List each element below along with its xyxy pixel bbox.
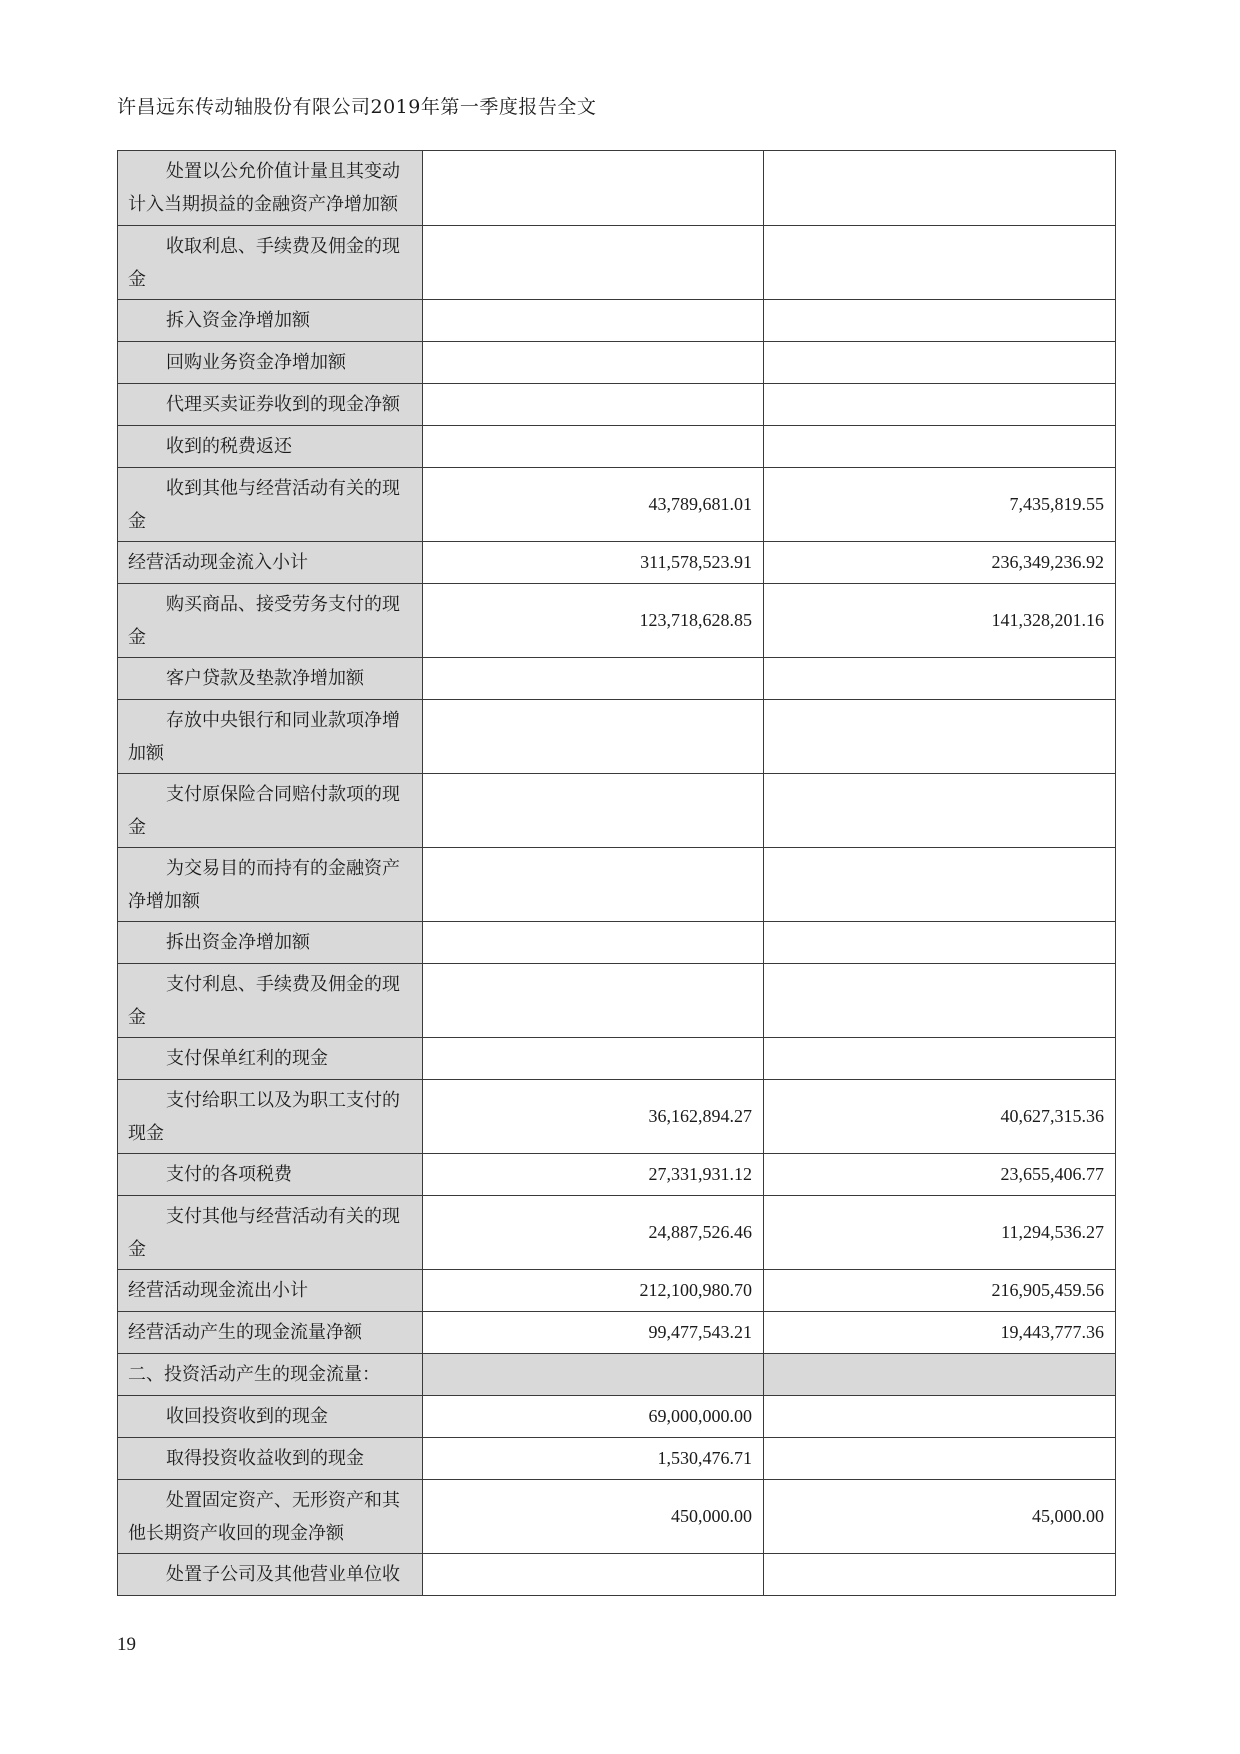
row-label: 处置以公允价值计量且其变动计入当期损益的金融资产净增加额 — [118, 151, 423, 226]
current-period-value — [423, 300, 764, 342]
table-row — [118, 848, 1116, 922]
current-period-value — [423, 426, 764, 468]
previous-period-value — [764, 226, 1116, 300]
table-row — [118, 1038, 1116, 1080]
current-period-value — [423, 964, 764, 1038]
current-period-value — [423, 1038, 764, 1080]
row-label: 回购业务资金净增加额 — [118, 342, 423, 384]
table-row — [118, 1396, 1116, 1438]
table-row — [118, 1554, 1116, 1596]
row-label: 取得投资收益收到的现金 — [118, 1438, 423, 1480]
table-row — [118, 384, 1116, 426]
table-row — [118, 922, 1116, 964]
row-label: 拆入资金净增加额 — [118, 300, 423, 342]
current-period-value: 99,477,543.21 — [423, 1312, 764, 1354]
row-label: 支付的各项税费 — [118, 1154, 423, 1196]
table-row — [118, 151, 1116, 226]
previous-period-value — [764, 426, 1116, 468]
row-label: 存放中央银行和同业款项净增加额 — [118, 700, 423, 774]
previous-period-value — [764, 151, 1116, 226]
table-row — [118, 1480, 1116, 1554]
current-period-value — [423, 658, 764, 700]
cash-flow-table — [117, 150, 1116, 1596]
row-label: 支付原保险合同赔付款项的现金 — [118, 774, 423, 848]
row-label: 拆出资金净增加额 — [118, 922, 423, 964]
table-row — [118, 300, 1116, 342]
row-label: 购买商品、接受劳务支付的现金 — [118, 584, 423, 658]
row-label: 处置子公司及其他营业单位收 — [118, 1554, 423, 1596]
previous-period-value: 236,349,236.92 — [764, 542, 1116, 584]
table-row — [118, 342, 1116, 384]
current-period-value: 1,530,476.71 — [423, 1438, 764, 1480]
previous-period-value — [764, 384, 1116, 426]
current-period-value: 69,000,000.00 — [423, 1396, 764, 1438]
previous-period-value: 141,328,201.16 — [764, 584, 1116, 658]
previous-period-value: 7,435,819.55 — [764, 468, 1116, 542]
row-label: 支付保单红利的现金 — [118, 1038, 423, 1080]
row-label: 经营活动产生的现金流量净额 — [118, 1312, 423, 1354]
row-label: 支付利息、手续费及佣金的现金 — [118, 964, 423, 1038]
current-period-value: 36,162,894.27 — [423, 1080, 764, 1154]
current-period-value: 27,331,931.12 — [423, 1154, 764, 1196]
previous-period-value — [764, 658, 1116, 700]
row-label: 支付给职工以及为职工支付的现金 — [118, 1080, 423, 1154]
current-period-value: 43,789,681.01 — [423, 468, 764, 542]
current-period-value — [423, 922, 764, 964]
table-row — [118, 1154, 1116, 1196]
cash-flow-table-body — [118, 151, 1116, 1596]
previous-period-value — [764, 848, 1116, 922]
table-row — [118, 1196, 1116, 1270]
current-period-value — [423, 226, 764, 300]
current-period-value: 123,718,628.85 — [423, 584, 764, 658]
previous-period-value — [764, 964, 1116, 1038]
table-row — [118, 542, 1116, 584]
row-label: 收到的税费返还 — [118, 426, 423, 468]
table-row — [118, 1270, 1116, 1312]
current-period-value: 24,887,526.46 — [423, 1196, 764, 1270]
previous-period-value — [764, 300, 1116, 342]
previous-period-value — [764, 774, 1116, 848]
current-period-value — [423, 774, 764, 848]
current-period-value: 311,578,523.91 — [423, 542, 764, 584]
row-label: 客户贷款及垫款净增加额 — [118, 658, 423, 700]
table-row — [118, 658, 1116, 700]
table-row — [118, 226, 1116, 300]
row-label: 为交易目的而持有的金融资产净增加额 — [118, 848, 423, 922]
previous-period-value: 40,627,315.36 — [764, 1080, 1116, 1154]
previous-period-value — [764, 1038, 1116, 1080]
previous-period-value — [764, 1396, 1116, 1438]
current-period-value — [423, 151, 764, 226]
previous-period-value — [764, 700, 1116, 774]
row-label: 收到其他与经营活动有关的现金 — [118, 468, 423, 542]
table-row — [118, 1080, 1116, 1154]
page-header-title: 许昌远东传动轴股份有限公司2019年第一季度报告全文 — [117, 96, 597, 118]
page-number: 19 — [117, 1634, 136, 1655]
table-row — [118, 774, 1116, 848]
table-row — [118, 700, 1116, 774]
row-label: 二、投资活动产生的现金流量： — [118, 1354, 423, 1396]
current-period-value — [423, 342, 764, 384]
current-period-value — [423, 1554, 764, 1596]
current-period-value — [423, 848, 764, 922]
previous-period-value: 216,905,459.56 — [764, 1270, 1116, 1312]
row-label: 代理买卖证券收到的现金净额 — [118, 384, 423, 426]
current-period-value: 450,000.00 — [423, 1480, 764, 1554]
previous-period-value — [764, 1554, 1116, 1596]
row-label: 处置固定资产、无形资产和其他长期资产收回的现金净额 — [118, 1480, 423, 1554]
previous-period-value: 19,443,777.36 — [764, 1312, 1116, 1354]
current-period-value: 212,100,980.70 — [423, 1270, 764, 1312]
row-label: 经营活动现金流出小计 — [118, 1270, 423, 1312]
previous-period-value — [764, 1354, 1116, 1396]
previous-period-value — [764, 342, 1116, 384]
previous-period-value: 45,000.00 — [764, 1480, 1116, 1554]
row-label: 收回投资收到的现金 — [118, 1396, 423, 1438]
table-row — [118, 426, 1116, 468]
current-period-value — [423, 384, 764, 426]
previous-period-value — [764, 1438, 1116, 1480]
current-period-value — [423, 1354, 764, 1396]
table-row — [118, 1438, 1116, 1480]
table-row — [118, 468, 1116, 542]
table-row — [118, 584, 1116, 658]
row-label: 经营活动现金流入小计 — [118, 542, 423, 584]
previous-period-value — [764, 922, 1116, 964]
table-row — [118, 1312, 1116, 1354]
section-header-row — [118, 1354, 1116, 1396]
previous-period-value: 11,294,536.27 — [764, 1196, 1116, 1270]
previous-period-value: 23,655,406.77 — [764, 1154, 1116, 1196]
row-label: 支付其他与经营活动有关的现金 — [118, 1196, 423, 1270]
table-row — [118, 964, 1116, 1038]
row-label: 收取利息、手续费及佣金的现金 — [118, 226, 423, 300]
current-period-value — [423, 700, 764, 774]
